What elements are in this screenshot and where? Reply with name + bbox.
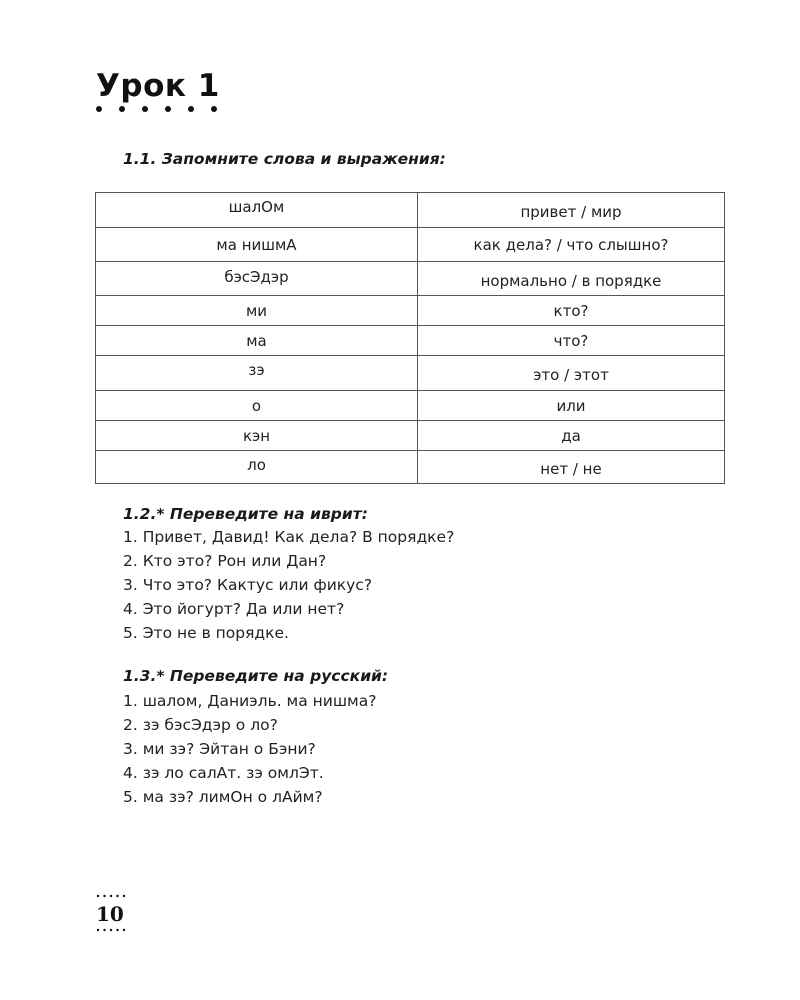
list-item: 4. Это йогурт? Да или нет?: [123, 600, 345, 618]
section-2-heading: 1.2.* Переведите на иврит:: [123, 505, 368, 523]
page-number-top-dots: [96, 894, 126, 898]
section-1-heading: 1.1. Запомните слова и выражения:: [123, 150, 446, 168]
russian-translation-cell: как дела? / что слышно?: [418, 228, 725, 262]
table-row: [96, 451, 725, 484]
hebrew-word-cell: бэсЭдэр: [96, 262, 418, 296]
table-row: [96, 193, 725, 228]
table-row: [96, 326, 725, 356]
russian-translation-cell: это / этот: [418, 356, 725, 391]
hebrew-word-cell: ми: [96, 296, 418, 326]
hebrew-word-cell: ло: [96, 451, 418, 484]
page-number-block: [96, 894, 128, 934]
list-item: 5. Это не в порядке.: [123, 624, 289, 642]
page-number-bottom-dots: [96, 928, 126, 932]
table-row: [96, 391, 725, 421]
list-item: 2. Кто это? Рон или Дан?: [123, 552, 327, 570]
exercise-3-list: [123, 689, 376, 809]
russian-translation-cell: что?: [418, 326, 725, 356]
russian-translation-cell: да: [418, 421, 725, 451]
hebrew-word-cell: зэ: [96, 356, 418, 391]
list-item: 1. шалом, Даниэль. ма нишма?: [123, 692, 377, 710]
hebrew-word-cell: о: [96, 391, 418, 421]
table-row: [96, 262, 725, 296]
section-3-heading: 1.3.* Переведите на русский:: [123, 667, 389, 685]
hebrew-word-cell: шалОм: [96, 193, 418, 228]
russian-translation-cell: кто?: [418, 296, 725, 326]
list-item: 4. зэ ло салАт. зэ омлЭт.: [123, 764, 324, 782]
table-row: [96, 228, 725, 262]
russian-translation-cell: нормально / в порядке: [418, 262, 725, 296]
table-row: [96, 356, 725, 391]
vocabulary-table: [95, 192, 725, 484]
hebrew-word-cell: ма нишмА: [96, 228, 418, 262]
list-item: 3. ми зэ? Эйтан о Бэни?: [123, 740, 316, 758]
table-row: [96, 421, 725, 451]
page-number: 10: [96, 902, 124, 926]
table-row: [96, 296, 725, 326]
list-item: 1. Привет, Давид! Как дела? В порядке?: [123, 528, 455, 546]
hebrew-word-cell: кэн: [96, 421, 418, 451]
russian-translation-cell: привет / мир: [418, 193, 725, 228]
list-item: 5. ма зэ? лимОн о лАйм?: [123, 788, 323, 806]
lesson-title: Урок 1: [96, 68, 220, 104]
exercise-2-list: [123, 525, 454, 645]
list-item: 2. зэ бэсЭдэр о ло?: [123, 716, 278, 734]
list-item: 3. Что это? Кактус или фикус?: [123, 576, 373, 594]
russian-translation-cell: или: [418, 391, 725, 421]
hebrew-word-cell: ма: [96, 326, 418, 356]
russian-translation-cell: нет / не: [418, 451, 725, 484]
title-dots-decoration: [96, 104, 218, 114]
